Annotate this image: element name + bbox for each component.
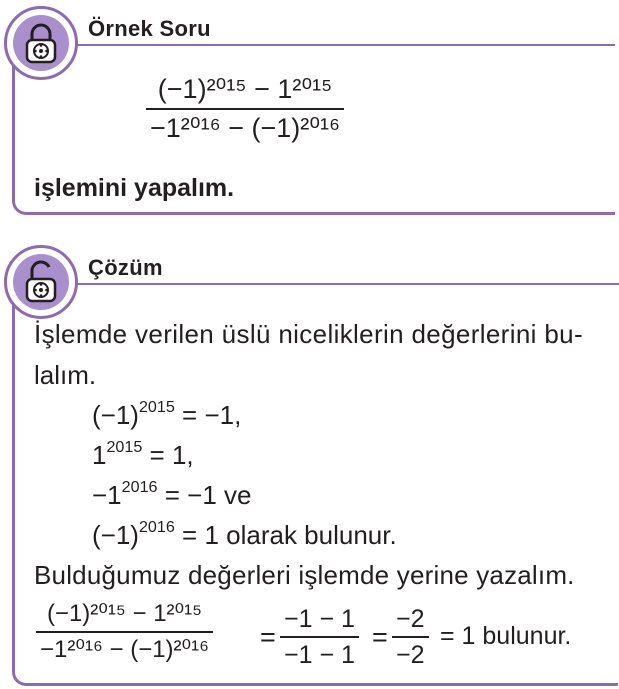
solution-badge bbox=[4, 245, 78, 319]
unlocked-padlock-icon bbox=[21, 260, 61, 304]
solution-step: $1^{2015} = 1$, bbox=[92, 437, 194, 470]
example-instruction: işlemini yapalım. bbox=[34, 174, 235, 202]
example-fraction-numerator: (−1)²⁰¹⁵ − 1²⁰¹⁵ bbox=[157, 74, 333, 104]
example-title-rule bbox=[70, 44, 615, 46]
fraction-bar bbox=[36, 631, 213, 633]
fraction-bar bbox=[392, 636, 429, 638]
example-badge bbox=[4, 6, 78, 80]
example-title: Örnek Soru bbox=[88, 16, 211, 41]
solution-title-rule bbox=[70, 283, 619, 285]
final-fraction-simplified bbox=[392, 605, 429, 669]
equals-sign: = bbox=[372, 622, 388, 652]
example-fraction bbox=[146, 74, 344, 144]
solution-step: $(-1)^{2015} = -1$, bbox=[92, 397, 242, 430]
solution-intro-line2: lalım. bbox=[34, 360, 97, 390]
final-result: = 1 bulunur. bbox=[440, 622, 572, 650]
final-fraction-substituted-denominator: −1 − 1 bbox=[284, 641, 355, 669]
final-fraction-substituted-numerator: −1 − 1 bbox=[284, 605, 355, 633]
final-fraction-original bbox=[36, 600, 213, 664]
locked-padlock-icon bbox=[21, 21, 61, 65]
example-fraction-denominator: −1²⁰¹⁶ − (−1)²⁰¹⁶ bbox=[150, 113, 341, 143]
equals-sign: = bbox=[260, 622, 276, 652]
solution-substitution: Bulduğumuz değerleri işlemde yerine yazalım. bbox=[34, 560, 575, 590]
final-fraction-substituted bbox=[280, 605, 359, 669]
solution-step: $(-1)^{2016} = 1$ olarak bulunur. bbox=[92, 517, 397, 550]
solution-title: Çözüm bbox=[88, 255, 163, 280]
final-fraction-simplified-denominator: −2 bbox=[396, 641, 425, 669]
final-fraction-original-numerator: (−1)²⁰¹⁵ − 1²⁰¹⁵ bbox=[46, 600, 203, 627]
final-fraction-original-denominator: −1²⁰¹⁶ − (−1)²⁰¹⁶ bbox=[40, 636, 210, 663]
solution-step: $-1^{2016} = -1$ ve bbox=[92, 477, 252, 510]
final-fraction-simplified-numerator: −2 bbox=[396, 605, 425, 633]
fraction-bar bbox=[146, 108, 344, 110]
fraction-bar bbox=[280, 636, 359, 638]
solution-intro-line1: İşlemde verilen üslü niceliklerin değerlerini bu- bbox=[34, 319, 583, 349]
